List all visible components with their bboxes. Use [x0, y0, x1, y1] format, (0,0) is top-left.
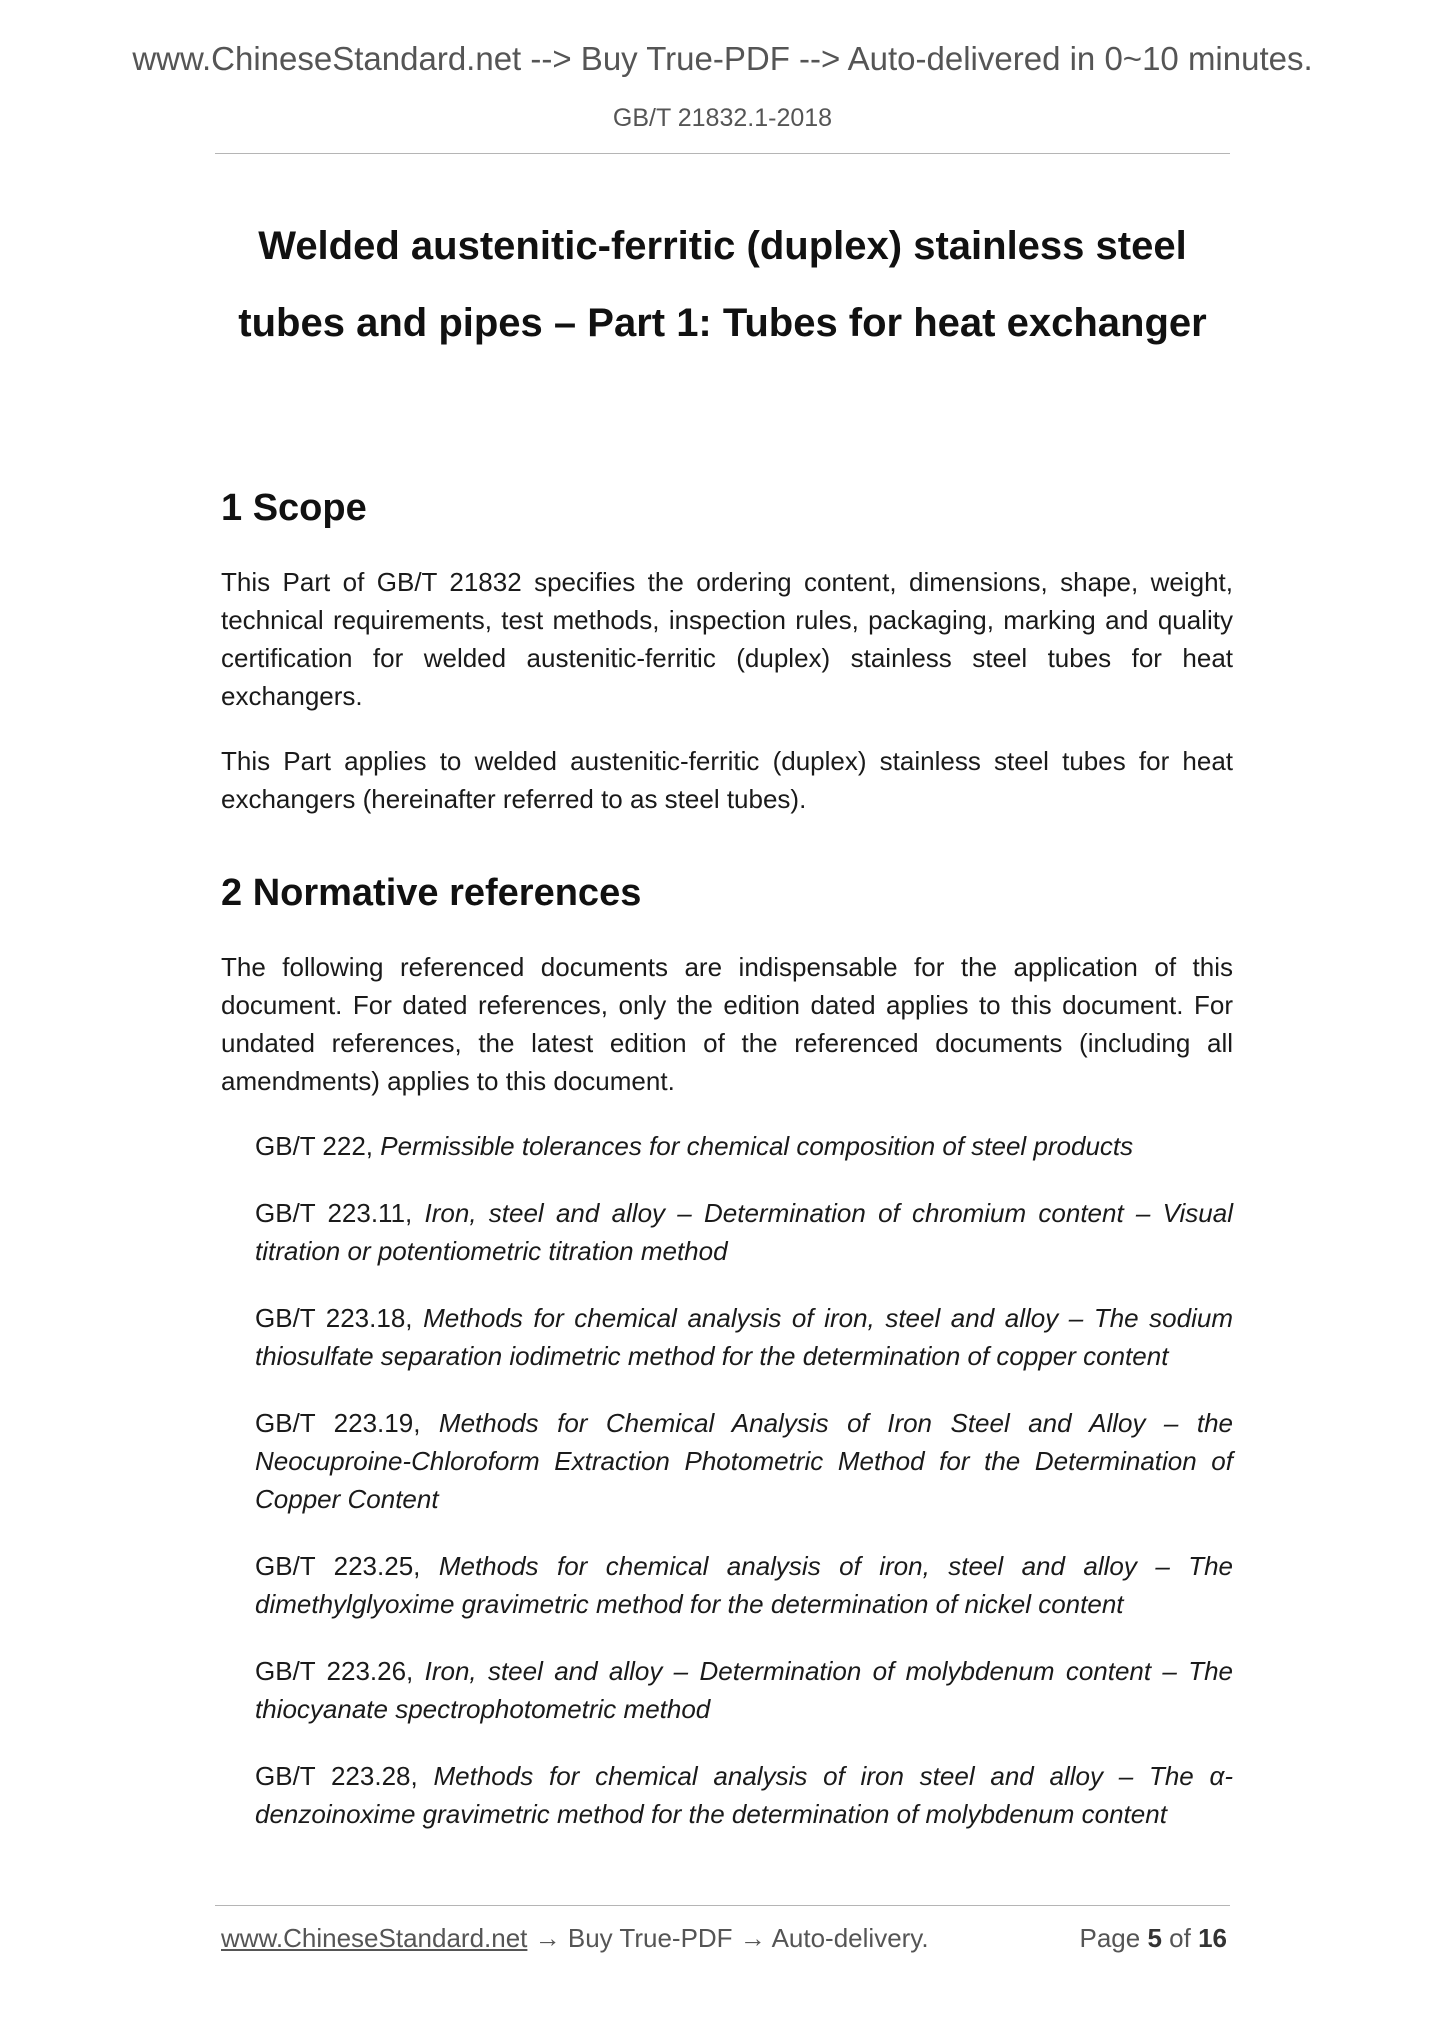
footer-promo [221, 1923, 929, 1954]
reference-code: GB/T 223.28, [255, 1761, 418, 1791]
reference-title: Iron, steel and alloy – Determination of molybdenum content – The thiocyanate spectrophotometric method [255, 1656, 1234, 1724]
reference-title: Iron, steel and alloy – Determination of chromium content – Visual titration or potentiometric titration method [255, 1198, 1233, 1266]
reference-title: Methods for chemical analysis of iron steel and alloy – The α-denzoinoxime gravimetric method for the determination of molybdenum content [255, 1761, 1233, 1829]
reference-code: GB/T 223.11, [255, 1198, 413, 1228]
reference-code: GB/T 222, [255, 1131, 374, 1161]
footer-promo-text: → Buy True-PDF → Auto-delivery. [527, 1923, 929, 1953]
normative-intro-paragraph: The following referenced documents are indispensable for the application of this document. For dated references, only the edition dated applies to this document. For undated references, the latest edition of the referenced documents (including all amendments) applies to this document. [221, 952, 1233, 1096]
reference-item [255, 1404, 1233, 1518]
reference-code: GB/T 223.25, [255, 1551, 421, 1581]
document-title-line-2: tubes and pipes – Part 1: Tubes for heat exchanger [238, 301, 1207, 345]
document-title-line-1: Welded austenitic-ferritic (duplex) stainless steel [258, 224, 1187, 268]
reference-title: Methods for Chemical Analysis of Iron Steel and Alloy – the Neocuproine-Chloroform Extraction Photometric Method for the Determination of Copper Content [255, 1408, 1234, 1514]
reference-title: Methods for chemical analysis of iron, steel and alloy – The sodium thiosulfate separation iodimetric method for the determination of copper content [255, 1303, 1233, 1371]
reference-item [255, 1757, 1233, 1833]
page-total: 16 [1198, 1923, 1227, 1953]
reference-code: GB/T 223.18, [255, 1303, 413, 1333]
section-heading-normative-references: 2 Normative references [221, 872, 642, 914]
reference-title: Permissible tolerances for chemical composition of steel products [380, 1131, 1134, 1161]
footer-divider [215, 1905, 1230, 1906]
header-divider [215, 153, 1230, 154]
reference-code: GB/T 223.26, [255, 1656, 414, 1686]
reference-item [255, 1547, 1233, 1623]
scope-paragraph-1: This Part of GB/T 21832 specifies the ordering content, dimensions, shape, weight, technical requirements, test methods, inspection rules, packaging, marking and quality certification for welded austenitic-ferritic (duplex) stainless steel tubes for heat exchangers. [221, 567, 1233, 711]
reference-code: GB/T 223.19, [255, 1408, 421, 1438]
page-number [1079, 1923, 1227, 1954]
standard-code: GB/T 21832.1-2018 [612, 104, 833, 132]
reference-item [255, 1127, 1233, 1165]
page-of-label: of [1169, 1923, 1191, 1953]
section-heading-scope: 1 Scope [221, 487, 367, 529]
reference-list [221, 1127, 1233, 1833]
footer-site-link[interactable]: www.ChineseStandard.net [221, 1923, 528, 1953]
reference-title: Methods for chemical analysis of iron, steel and alloy – The dimethylglyoxime gravimetric method for the determination of nickel content [255, 1551, 1234, 1619]
reference-item [255, 1299, 1233, 1375]
scope-paragraph-2: This Part applies to welded austenitic-ferritic (duplex) stainless steel tubes for heat exchangers (hereinafter referred to as steel tubes). [221, 746, 1233, 814]
top-banner: www.ChineseStandard.net --> Buy True-PDF --> Auto-delivered in 0~10 minutes. [132, 40, 1313, 77]
document-body [221, 484, 1233, 1833]
reference-item [255, 1652, 1233, 1728]
document-title [215, 208, 1230, 362]
reference-item [255, 1194, 1233, 1270]
page-current: 5 [1147, 1923, 1162, 1953]
page-label: Page [1079, 1923, 1141, 1953]
